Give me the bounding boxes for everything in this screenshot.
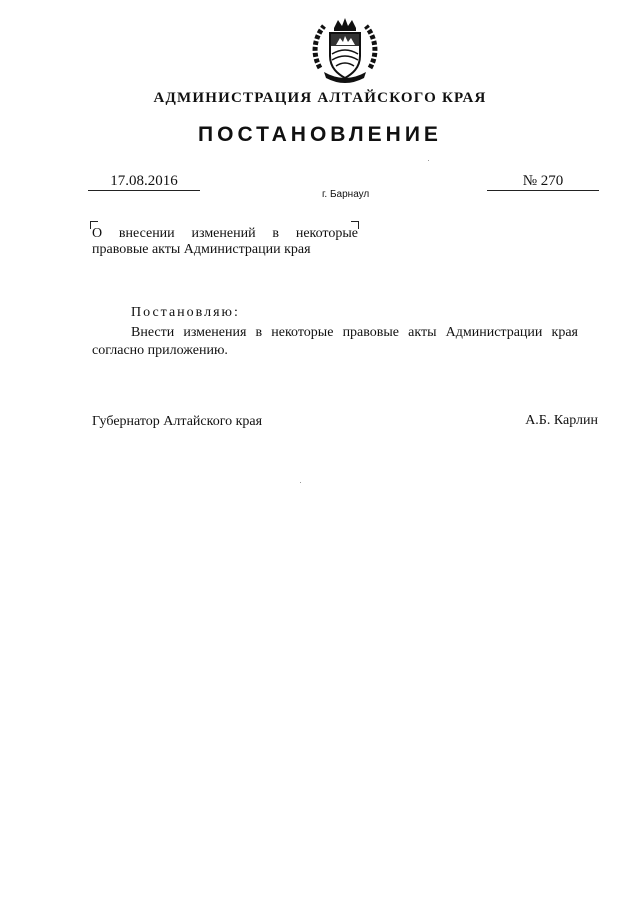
- resolution-line-2: согласно приложению.: [92, 343, 228, 358]
- signer-position: Губернатор Алтайского края: [92, 414, 263, 429]
- subject-line-2: правовые акты Администрации края: [92, 242, 311, 257]
- signer-name: А.Б. Карлин: [525, 413, 598, 428]
- scan-speck: [300, 482, 301, 483]
- document-city: г. Барнаул: [322, 189, 370, 200]
- document-subject: [92, 226, 358, 258]
- resolve-word: Постановляю:: [131, 305, 240, 320]
- coat-of-arms-icon: [310, 16, 380, 86]
- subject-line-1: О внесении изменений в некоторые: [92, 226, 358, 241]
- document-date: 17.08.2016: [88, 172, 200, 191]
- resolution-line-1: Внести изменения в некоторые правовые акты Администрации края: [131, 325, 578, 340]
- resolution-text: [92, 324, 578, 360]
- organization-title: АДМИНИСТРАЦИЯ АЛТАЙСКОГО КРАЯ: [153, 90, 487, 106]
- document-number: № 270: [487, 172, 599, 191]
- scan-speck: [428, 160, 429, 161]
- document-type-title: ПОСТАНОВЛЕНИЕ: [198, 123, 442, 146]
